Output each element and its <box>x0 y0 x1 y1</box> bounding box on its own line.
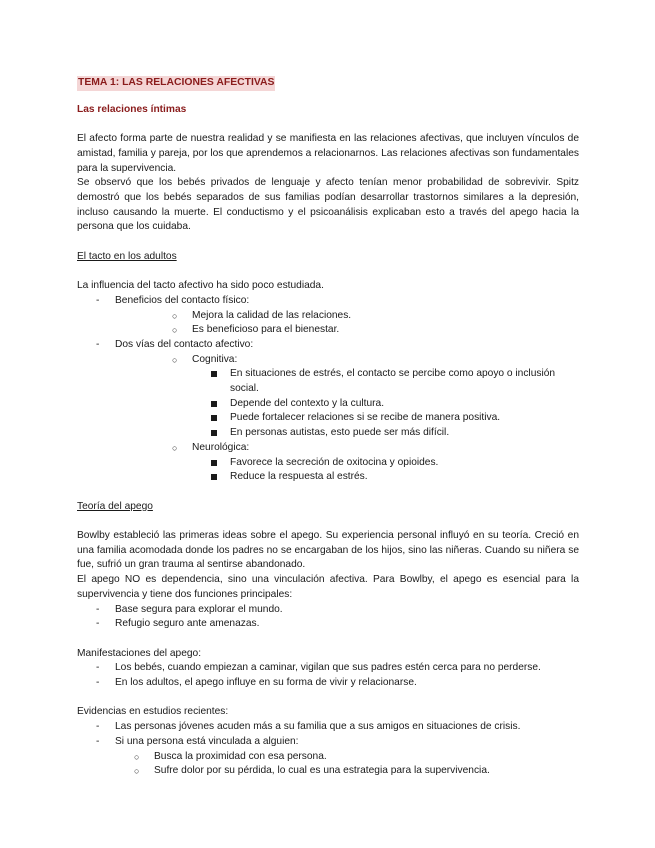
page-title: TEMA 1: LAS RELACIONES AFECTIVAS <box>77 76 275 91</box>
circle-bullet-icon: ○ <box>172 325 178 336</box>
dash-bullet-icon: - <box>96 721 100 733</box>
list-item: Favorece la secreción de oxitocina y opioides. <box>115 456 579 471</box>
section-heading-tacto: El tacto en los adultos <box>77 250 177 262</box>
dash-bullet-icon: - <box>96 735 100 747</box>
evidencias-list <box>77 720 579 779</box>
square-bullet-icon <box>211 371 217 377</box>
circle-bullet-icon: ○ <box>134 766 140 777</box>
square-bullet-icon <box>211 460 217 466</box>
apego-paragraph-1: Bowlby estableció las primeras ideas sobre el apego. Su experiencia personal influyó en su teoría. Creció en una familia acomodada donde los padres no se encargaban de los hijos, sino las niñeras. Cuando su niñera se fue, sufrió un gran trauma al sentirse abandonado. <box>77 530 579 571</box>
list-item: - Si una persona está vinculada a alguien: ○ Busca la proximidad con esa persona. ○ Sufre dolor por su pérdida, lo cual es una estrategia para la supervivencia. <box>77 735 579 779</box>
list-item: - Beneficios del contacto físico: ○ Mejora la calidad de las relaciones. ○ Es beneficioso para el bienestar. <box>77 294 579 338</box>
list-item: Puede fortalecer relaciones si se recibe de manera positiva. <box>115 411 579 426</box>
list-item: - Refugio seguro ante amenazas. <box>77 617 579 632</box>
manifestaciones-list <box>77 661 579 690</box>
evidencias-label: Evidencias en estudios recientes: <box>77 706 229 718</box>
list-item: ○ Es beneficioso para el bienestar. <box>115 323 579 338</box>
circle-bullet-icon: ○ <box>134 751 140 762</box>
square-bullet-icon <box>211 430 217 436</box>
dash-bullet-icon: - <box>96 603 100 615</box>
section-heading-apego: Teoría del apego <box>77 500 153 512</box>
list-item: Depende del contexto y la cultura. <box>115 397 579 412</box>
list-item: - Los bebés, cuando empiezan a caminar, vigilan que sus padres estén cerca para no perderse. <box>77 661 579 676</box>
manifestaciones-label: Manifestaciones del apego: <box>77 647 202 659</box>
dash-bullet-icon: - <box>96 618 100 630</box>
square-bullet-icon <box>211 415 217 421</box>
tacto-list <box>77 294 579 485</box>
intro-paragraph-2: Se observó que los bebés privados de lenguaje y afecto tenían menor probabilidad de sobrevivir. Spitz demostró que los bebés separados de sus familias podían desarrollar trastornos similares a la depresión, incluso causando la muerte. El conductismo y el psicoanálisis explicaban esto a través del apego hacia la persona que los cuidaba. <box>77 177 579 233</box>
dash-bullet-icon: - <box>96 294 100 306</box>
square-bullet-icon <box>211 474 217 480</box>
apego-paragraph-2: El apego NO es dependencia, sino una vinculación afectiva. Para Bowlby, el apego es esencial para la supervivencia y tiene dos funciones principales: <box>77 574 579 600</box>
list-item: En personas autistas, esto puede ser más difícil. <box>115 426 579 441</box>
list-item: ○ Busca la proximidad con esa persona. <box>77 750 579 765</box>
list-item: ○ Sufre dolor por su pérdida, lo cual es una estrategia para la supervivencia. <box>77 764 579 779</box>
list-item: ○ Mejora la calidad de las relaciones. <box>115 309 579 324</box>
dash-bullet-icon: - <box>96 338 100 350</box>
list-item: ○ Cognitiva: En situaciones de estrés, el contacto se percibe como apoyo o inclusión social. Depende del contexto y la cultura. Puede fortalecer relaciones si se recibe de manera positiva. En personas autistas, esto puede ser más difícil. <box>115 353 579 441</box>
circle-bullet-icon: ○ <box>172 354 178 365</box>
funciones-list <box>77 603 579 632</box>
dash-bullet-icon: - <box>96 662 100 674</box>
list-item: ○ Neurológica: Favorece la secreción de oxitocina y opioides. Reduce la respuesta al estrés. <box>115 441 579 485</box>
circle-bullet-icon: ○ <box>172 442 178 453</box>
list-item: - Las personas jóvenes acuden más a su familia que a sus amigos en situaciones de crisis. <box>77 720 579 735</box>
square-bullet-icon <box>211 401 217 407</box>
list-item: - Base segura para explorar el mundo. <box>77 603 579 618</box>
list-item: En situaciones de estrés, el contacto se percibe como apoyo o inclusión social. <box>115 367 579 396</box>
circle-bullet-icon: ○ <box>172 310 178 321</box>
tacto-intro: La influencia del tacto afectivo ha sido poco estudiada. <box>77 280 324 292</box>
intro-paragraph-1: El afecto forma parte de nuestra realidad y se manifiesta en las relaciones afectivas, que incluyen vínculos de amistad, familia y pareja, por los que aprendemos a relacionarnos. Las relaciones afectivas son fundamentales para la supervivencia. <box>77 133 579 174</box>
list-item: - En los adultos, el apego influye en su forma de vivir y relacionarse. <box>77 676 579 691</box>
list-item: Reduce la respuesta al estrés. <box>115 470 579 485</box>
dash-bullet-icon: - <box>96 677 100 689</box>
section-subtitle: Las relaciones íntimas <box>77 103 187 115</box>
document-page <box>77 76 579 779</box>
list-item: - Dos vías del contacto afectivo: ○ Cognitiva: En situaciones de estrés, el contacto se percibe como apoyo o inclusión social. Depende del contexto y la cultura. Puede fortalecer relaciones si se recibe de manera positiva. En personas autistas, esto puede ser más difícil. ○ Neurológica: Favorece la secreción de oxitocina y opioides. Reduce la respuesta al estrés. <box>77 338 579 485</box>
